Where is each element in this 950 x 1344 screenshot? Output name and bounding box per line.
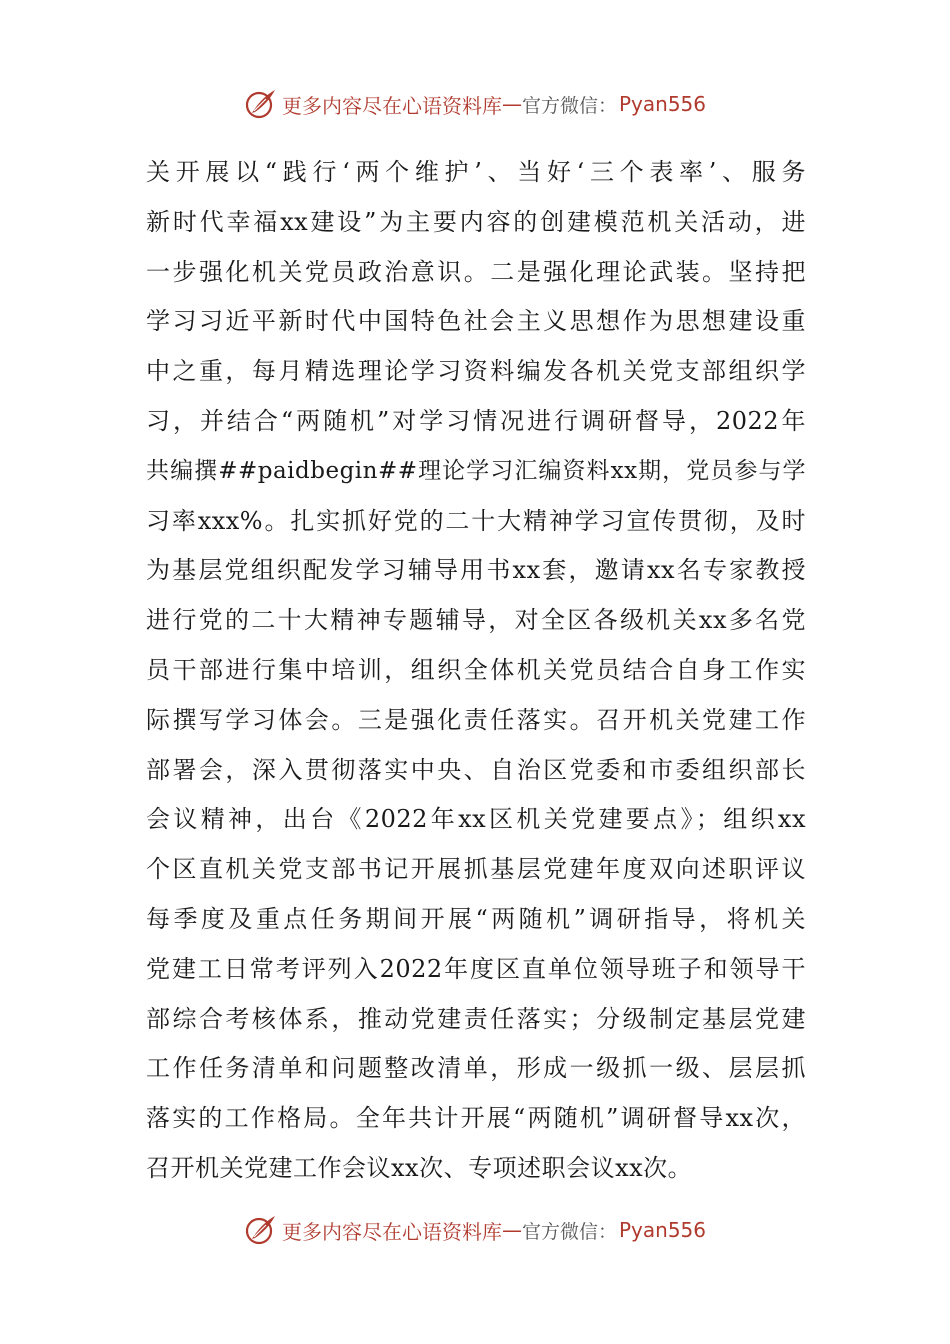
footer-banner bbox=[0, 1210, 950, 1250]
body-line: 每季度及重点任务期间开展“两随机”调研指导，将机关 bbox=[146, 904, 806, 933]
header-separator: — bbox=[501, 92, 522, 116]
quill-logo-icon bbox=[244, 1213, 278, 1247]
body-line: 关开展以“践行‘两个维护’、当好‘三个表率’、服务 bbox=[146, 158, 806, 186]
body-line: 学习习近平新时代中国特色社会主义思想作为思想建设重 bbox=[146, 307, 806, 336]
body-line: 会议精神，出台《2022年xx区机关党建要点》；组织xx bbox=[146, 805, 806, 834]
body-line: 为基层党组织配发学习辅导用书xx套，邀请xx名专家教授 bbox=[146, 556, 806, 585]
footer-official-label: 官方微信： bbox=[521, 1220, 617, 1243]
body-line: 员干部进行集中培训，组织全体机关党员结合自身工作实 bbox=[146, 655, 806, 684]
body-line: 共编撰##paidbegin##理论学习汇编资料xx期，党员参与学 bbox=[146, 457, 806, 484]
header-banner bbox=[0, 84, 950, 124]
header-wechat-id: Pyan556 bbox=[619, 92, 707, 116]
body-line: 部综合考核体系，推动党建责任落实；分级制定基层党建 bbox=[146, 1004, 806, 1033]
footer-separator: — bbox=[501, 1218, 522, 1242]
body-line: 工作任务清单和问题整改清单，形成一级抓一级、层层抓 bbox=[146, 1054, 806, 1083]
body-line: 召开机关党建工作会议xx次、专项述职会议xx次。 bbox=[146, 1153, 693, 1182]
body-line: 习，并结合“两随机”对学习情况进行调研督导，2022年 bbox=[146, 406, 806, 435]
footer-wechat-id: Pyan556 bbox=[619, 1218, 707, 1242]
body-line: 党建工日常考评列入2022年度区直单位领导班子和领导干 bbox=[146, 954, 806, 983]
body-line: 落实的工作格局。全年共计开展“两随机”调研督导xx次， bbox=[146, 1104, 806, 1133]
body-line: 际撰写学习体会。三是强化责任落实。召开机关党建工作 bbox=[146, 705, 806, 734]
header-official-label: 官方微信： bbox=[521, 94, 617, 117]
body-line: 新时代幸福xx建设”为主要内容的创建模范机关活动，进 bbox=[146, 207, 806, 236]
document-body bbox=[146, 148, 806, 1194]
body-line: 一步强化机关党员政治意识。二是强化理论武装。坚持把 bbox=[146, 257, 806, 286]
body-line: 个区直机关党支部书记开展抓基层党建年度双向述职评议 bbox=[146, 855, 806, 884]
body-line: 习率xxx%。扎实抓好党的二十大精神学习宣传贯彻，及时 bbox=[146, 506, 806, 535]
body-line: 中之重，每月精选理论学习资料编发各机关党支部组织学 bbox=[146, 357, 806, 386]
header-brand: 更多内容尽在心语资料库 bbox=[281, 93, 502, 118]
body-line: 部署会，深入贯彻落实中央、自治区党委和市委组织部长 bbox=[146, 755, 806, 784]
quill-logo-icon bbox=[244, 87, 278, 121]
body-line: 进行党的二十大精神专题辅导，对全区各级机关xx多名党 bbox=[146, 606, 806, 635]
footer-brand: 更多内容尽在心语资料库 bbox=[281, 1219, 502, 1244]
